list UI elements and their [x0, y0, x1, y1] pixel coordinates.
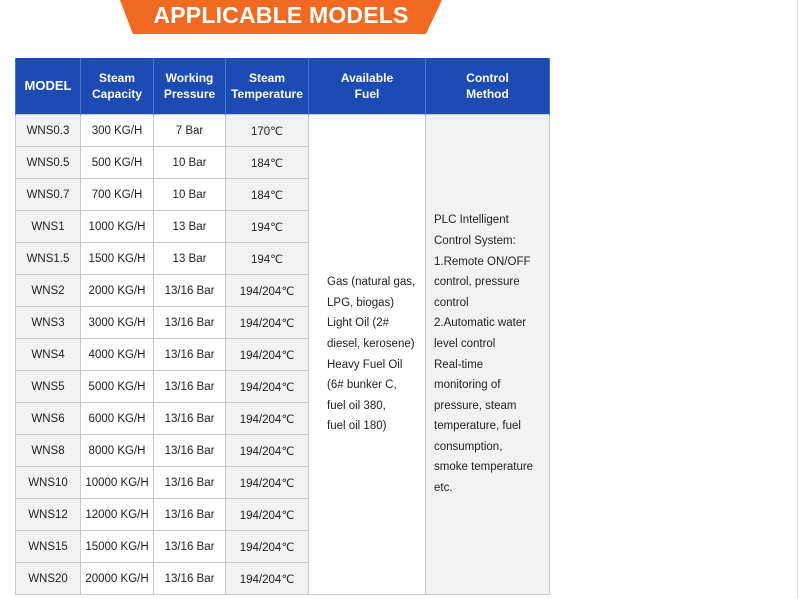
model-cell: WNS2: [16, 275, 81, 307]
control-line: Control System:: [434, 234, 516, 247]
fuel-line: Gas (natural gas,: [327, 276, 416, 289]
control-method-cell: [426, 115, 550, 595]
pressure-cell: 13/16 Bar: [154, 339, 226, 371]
header-capacity: [81, 58, 154, 115]
capacity-cell: 1500 KG/H: [81, 243, 154, 275]
header-pressure-line: Working: [165, 71, 214, 85]
capacity-cell: 300 KG/H: [81, 115, 154, 147]
header-capacity-line: Capacity: [91, 87, 143, 101]
model-cell: WNS6: [16, 403, 81, 435]
control-line: pressure, steam: [434, 399, 517, 412]
temperature-cell: 194/204℃: [226, 531, 309, 563]
capacity-cell: 15000 KG/H: [81, 531, 154, 563]
control-line: etc.: [434, 482, 453, 495]
temperature-cell: 194/204℃: [226, 499, 309, 531]
capacity-cell: 6000 KG/H: [81, 403, 154, 435]
temperature-cell: 194/204℃: [226, 307, 309, 339]
control-line: consumption,: [434, 440, 503, 453]
temperature-cell: 184℃: [226, 147, 309, 179]
banner-title: APPLICABLE MODELS: [153, 2, 409, 28]
control-line: PLC Intelligent: [434, 214, 509, 227]
fuel-line: (6# bunker C,: [327, 379, 397, 392]
control-line: Real-time: [434, 358, 484, 371]
temperature-cell: 194/204℃: [226, 467, 309, 499]
header-pressure: [154, 58, 226, 115]
model-cell: WNS3: [16, 307, 81, 339]
pressure-cell: 10 Bar: [154, 147, 226, 179]
temperature-cell: 194/204℃: [226, 435, 309, 467]
temperature-cell: 194/204℃: [226, 339, 309, 371]
capacity-cell: 3000 KG/H: [81, 307, 154, 339]
pressure-cell: 13 Bar: [154, 211, 226, 243]
header-control-line: Method: [466, 87, 509, 101]
fuel-line: Heavy Fuel Oil: [327, 358, 403, 371]
pressure-cell: 13/16 Bar: [154, 563, 226, 595]
model-cell: WNS0.7: [16, 179, 81, 211]
header-model: MODEL: [16, 58, 81, 115]
table-header-row: [16, 58, 550, 115]
header-fuel: [309, 58, 426, 115]
control-line: 1.Remote ON/OFF: [434, 255, 531, 268]
header-temperature-line: Temperature: [231, 87, 303, 101]
model-cell: WNS12: [16, 499, 81, 531]
pressure-cell: 13 Bar: [154, 243, 226, 275]
temperature-cell: 194/204℃: [226, 275, 309, 307]
available-fuel-cell: [309, 115, 426, 595]
pressure-cell: 13/16 Bar: [154, 531, 226, 563]
temperature-cell: 170℃: [226, 115, 309, 147]
model-cell: WNS0.3: [16, 115, 81, 147]
pressure-cell: 13/16 Bar: [154, 435, 226, 467]
model-cell: WNS0.5: [16, 147, 81, 179]
pressure-cell: 13/16 Bar: [154, 275, 226, 307]
pressure-cell: 7 Bar: [154, 115, 226, 147]
fuel-line: diesel, kerosene): [327, 337, 415, 350]
model-cell: WNS20: [16, 563, 81, 595]
pressure-cell: 13/16 Bar: [154, 403, 226, 435]
temperature-cell: 194/204℃: [226, 403, 309, 435]
pressure-cell: 13/16 Bar: [154, 467, 226, 499]
temperature-cell: 194℃: [226, 243, 309, 275]
control-line: temperature, fuel: [434, 420, 521, 433]
model-cell: WNS4: [16, 339, 81, 371]
temperature-cell: 194/204℃: [226, 563, 309, 595]
capacity-cell: 1000 KG/H: [81, 211, 154, 243]
model-cell: WNS5: [16, 371, 81, 403]
fuel-line: fuel oil 180): [327, 420, 387, 433]
header-control: [426, 58, 550, 115]
pressure-cell: 13/16 Bar: [154, 307, 226, 339]
capacity-cell: 20000 KG/H: [81, 563, 154, 595]
fuel-line: fuel oil 380,: [327, 399, 386, 412]
header-capacity-line: Steam: [98, 71, 136, 85]
temperature-cell: 194/204℃: [226, 371, 309, 403]
model-cell: WNS1: [16, 211, 81, 243]
control-line: smoke temperature: [434, 461, 534, 474]
temperature-cell: 194℃: [226, 211, 309, 243]
header-temperature: [226, 58, 309, 115]
capacity-cell: 700 KG/H: [81, 179, 154, 211]
header-temperature-line: Steam: [248, 71, 286, 85]
models-table: [15, 58, 550, 595]
capacity-cell: 10000 KG/H: [81, 467, 154, 499]
pressure-cell: 13/16 Bar: [154, 499, 226, 531]
control-line: level control: [434, 337, 496, 350]
header-pressure-line: Pressure: [163, 87, 216, 101]
table-row: [16, 115, 550, 147]
model-cell: WNS15: [16, 531, 81, 563]
capacity-cell: 12000 KG/H: [81, 499, 154, 531]
temperature-cell: 184℃: [226, 179, 309, 211]
control-line: monitoring of: [434, 379, 501, 392]
pressure-cell: 10 Bar: [154, 179, 226, 211]
capacity-cell: 4000 KG/H: [81, 339, 154, 371]
fuel-line: Light Oil (2#: [327, 317, 390, 330]
control-line: 2.Automatic water: [434, 317, 527, 330]
header-fuel-line: Available: [340, 71, 394, 85]
capacity-cell: 5000 KG/H: [81, 371, 154, 403]
control-line: control: [434, 296, 469, 309]
model-cell: WNS10: [16, 467, 81, 499]
capacity-cell: 8000 KG/H: [81, 435, 154, 467]
model-cell: WNS1.5: [16, 243, 81, 275]
fuel-line: LPG, biogas): [327, 296, 395, 309]
control-line: control, pressure: [434, 276, 520, 289]
header-control-line: Control: [466, 71, 509, 85]
page-edge-line: [797, 0, 798, 599]
capacity-cell: 500 KG/H: [81, 147, 154, 179]
capacity-cell: 2000 KG/H: [81, 275, 154, 307]
model-cell: WNS8: [16, 435, 81, 467]
pressure-cell: 13/16 Bar: [154, 371, 226, 403]
header-fuel-line: Fuel: [354, 87, 380, 101]
